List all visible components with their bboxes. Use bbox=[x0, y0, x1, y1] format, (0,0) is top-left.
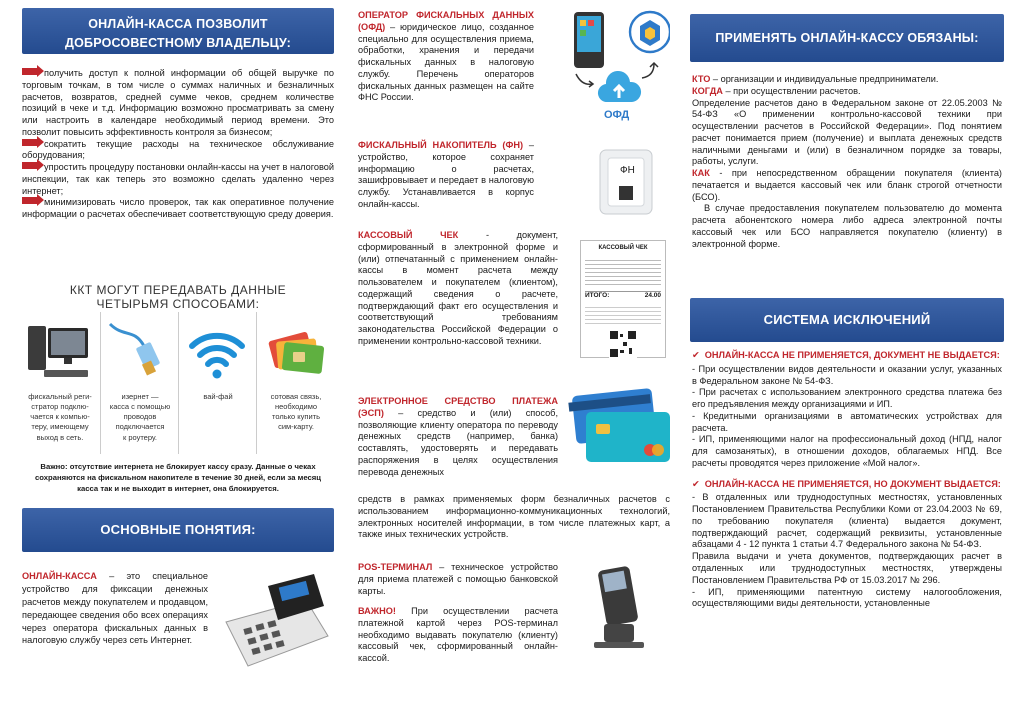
esp-definition: ЭЛЕКТРОННОЕ СРЕДСТВО ПЛАТЕЖА (ЭСП) – средство и (или) способ, позволяющие клиенту оператора по переводу денежных средств (например, банка) составлять, удостоверять и передавать распоряжения в целях осуществления перевода денежных bbox=[358, 396, 558, 477]
ofd-label: ОФД bbox=[604, 109, 630, 121]
arrow-right-icon bbox=[22, 139, 38, 146]
bank-cards-icon bbox=[568, 384, 670, 466]
esp-definition-cont: средств в рамках применяемых форм безналичных расчетов с использованием информационно-коммуникационных технологий, электронных носителей информации, в том числе платежных карт, а также иных технических устройств. bbox=[358, 494, 670, 540]
benefit-item: упростить процедуру постановки онлайн-кассы на учет в налоговой инспекции, так как теперь это возможно сделать удаленно через интернет; bbox=[22, 162, 334, 196]
exception-item: - При осуществлении видов деятельности и оказании услуг, указанных в Федеральном законе № 54-ФЗ. bbox=[692, 363, 1002, 386]
exception-item: - В отдаленных или труднодоступных местностях, установленных Постановлением Правительства Республики Коми от 23.04.2003 № 69, по требованию покупателя (клиента) выдается документ, подтверждающий расчет, содержащий реквизиты, установленные абзацами 4 - 12 пункта 1 статьи 4.7 Федерального закона № 54-ФЗ. bbox=[692, 492, 1002, 550]
exception-item: - При расчетах с использованием электронного средства платежа без его предъявления между организациями и ИП. bbox=[692, 387, 1002, 410]
exception-item: - ИП, применяющими налог на профессиональный доход (НПД, налог для самозанятых), в отношении доходов, облагаемых НПД. Все расчеты проводятся через приложение «Мой налог». bbox=[692, 434, 1002, 468]
pos-definition: POS-ТЕРМИНАЛ – техническое устройство для приема платежей с помощью банковской карты. bbox=[358, 562, 558, 596]
arrow-to-cloud-icon bbox=[574, 72, 596, 90]
ways-title: ККТ МОГУТ ПЕРЕДАВАТЬ ДАННЫЕ ЧЕТЫРЬМЯ СПОСОБАМИ: bbox=[69, 283, 287, 311]
fn-label: ФН bbox=[620, 165, 635, 176]
fn-definition: ФИСКАЛЬНЫЙ НАКОПИТЕЛЬ (ФН) – устройство, которое сохраняет информацию о расчетах, зашифровывает и передает в налоговую службу. Устанавливается в корпус онлайн-кассы. bbox=[358, 140, 534, 209]
receipt-illustration bbox=[580, 240, 666, 358]
channel-label-wifi: вай-фай bbox=[203, 392, 233, 401]
banner-concepts: ОСНОВНЫЕ ПОНЯТИЯ: bbox=[22, 508, 334, 552]
check-icon: ✔ bbox=[692, 350, 700, 360]
arrow-right-icon bbox=[22, 162, 38, 169]
electronic-receipt-text: В случае предоставления покупателем пользователю до момента расчета абонентского номера либо адреса электронной почты кассовый чек или БСО направляется покупателю (клиенту) в электронной форме. bbox=[692, 203, 1002, 249]
receipt-total-row: ИТОГО: 24.00 bbox=[585, 291, 661, 299]
banner-exceptions: СИСТЕМА ИСКЛЮЧЕНИЙ bbox=[690, 298, 1004, 342]
banner-obligated: ПРИМЕНЯТЬ ОНЛАЙН-КАССУ ОБЯЗАНЫ: bbox=[690, 14, 1004, 62]
receipt-title: КАССОВЫЙ ЧЕК bbox=[598, 245, 648, 251]
exception-title-2: ✔ ОНЛАЙН-КАССА НЕ ПРИМЕНЯЕТСЯ, НО ДОКУМЕНТ ВЫДАЕТСЯ: bbox=[692, 478, 1001, 489]
exceptions-list bbox=[692, 350, 1002, 610]
cloud-upload-icon bbox=[594, 70, 644, 108]
benefit-item: получить доступ к полной информации об общей выручке по торговым точкам, в том числе о суммах наличных и безналичных расчетов, возвратов, средней сумме чеков, среднем количестве позиций в чеке и т.д. Информацию возможно просматривать за смену или настроить в календаре необходимый период времени. Это позволит повысить эффективность контроля за бизнесом; bbox=[22, 68, 334, 137]
divider bbox=[256, 312, 257, 454]
receipt-lines bbox=[585, 257, 661, 287]
receipt-detail-lines bbox=[585, 304, 661, 324]
ethernet-cable-icon bbox=[104, 318, 170, 384]
arrow-right-icon bbox=[22, 197, 38, 204]
exception-item: - Кредитными организациями в автоматических устройствах для расчета. bbox=[692, 410, 1002, 433]
note-internet: Важно: отсутствие интернета не блокирует кассу сразу. Данные о чеках сохраняются на фискальном накопителе в течение 30 дней, если за месяц касса так и не выходит в интернет, она блокируется. bbox=[34, 462, 321, 493]
check-icon: ✔ bbox=[692, 478, 700, 489]
sim-card-icon bbox=[265, 322, 331, 384]
qr-code-icon bbox=[609, 330, 637, 358]
ofd-definition: ОПЕРАТОР ФИСКАЛЬНЫХ ДАННЫХ (ОФД) – юридическое лицо, созданное специально для осуществления приема, обработки, хранения и передачи фискальных данных в налоговую службу. Перечень операторов фискальных данных размещен на сайте ФНС России. bbox=[358, 10, 534, 103]
arrow-to-tax-icon bbox=[638, 60, 660, 82]
who-line: КТО – организации и индивидуальные предприниматели. bbox=[692, 74, 939, 84]
benefit-item: минимизировать число проверок, так как оперативное получение информации о расчетах обеспечивает соответствующую среду доверия. bbox=[22, 197, 334, 220]
cash-register-icon bbox=[218, 566, 334, 676]
when-line: КОГДА – при осуществлении расчетов. bbox=[692, 85, 861, 96]
fiscal-storage-device-icon bbox=[594, 144, 658, 220]
column-right bbox=[690, 0, 1004, 724]
channel-label-cellular: сотовая связь, необходимо только купить сим-карту. bbox=[270, 392, 322, 432]
banner-benefits: ОНЛАЙН-КАССА ПОЗВОЛИТ ДОБРОСОВЕСТНОМУ ВЛАДЕЛЬЦУ: bbox=[22, 8, 334, 54]
online-cash-definition: ОНЛАЙН-КАССА – это специальное устройство для фиксации денежных расчетов между покупателем и продавцом, передающее сведения обо всех операциях через оператора фискальных данных в налоговую службу через сеть Интернет. bbox=[22, 571, 208, 646]
divider bbox=[100, 312, 101, 454]
how-line: КАК - при непосредственном обращении покупателя (клиента) печатается и выдается кассовый чек или бланк строгой отчетности (БСО). bbox=[692, 168, 1002, 202]
important-note: ВАЖНО! При осуществлении расчета платежной картой через POS-терминал необходимо выдавать покупателю (клиенту) кассовый чек, сформированный онлайн-кассой. bbox=[358, 606, 558, 664]
arrow-right-icon bbox=[22, 68, 38, 75]
computer-icon bbox=[26, 322, 92, 386]
channel-label-ethernet: изернет — касса с помощью проводов подключается к роутеру. bbox=[109, 392, 171, 442]
pos-terminal-icon bbox=[580, 562, 660, 654]
wifi-icon bbox=[186, 322, 248, 384]
settlement-definition: Определение расчетов дано в Федеральном законе от 22.05.2003 № 54-ФЗ «О применении контрольно-кассовой техники при осуществлении расчетов в Российской Федерации». Под понятием расчет понимается прием (получение) и выплата денежных средств наличными деньгами и (или) в безналичном порядке за товары, работы, услуги. bbox=[692, 97, 1002, 167]
exception-title-1: ✔ ОНЛАЙН-КАССА НЕ ПРИМЕНЯЕТСЯ, ДОКУМЕНТ НЕ ВЫДАЕТСЯ: bbox=[692, 350, 1000, 360]
receipt-definition: КАССОВЫЙ ЧЕК - документ, сформированный в электронной форме и (или) отпечатанный с применением онлайн-кассы в момент расчета между пользователем и покупателем (клиентом), содержащий сведения о расчете, подтверждающий факт его осуществления и соответствующий требованиям законодательства Российской Федерации о применении контрольно-кассовой техники. bbox=[358, 230, 558, 346]
tax-service-emblem-icon bbox=[628, 10, 670, 58]
column-left bbox=[22, 0, 334, 724]
exception-item: Правила выдачи и учета документов, подтверждающих расчет в отдаленных или труднодоступных местностях, утверждены Постановлением Правительства РФ от 15.03.2017 № 296. bbox=[692, 551, 1002, 585]
obligation-text bbox=[692, 74, 1002, 250]
column-middle bbox=[358, 0, 670, 724]
channel-label-computer: фискальный реги- стратор подклю- чается к компью- теру, имеющему выход в сеть. bbox=[28, 392, 92, 442]
exception-item: - ИП, применяющими патентную систему налогообложения, осуществляющими виды деятельности, установленные bbox=[692, 586, 1002, 609]
benefits-list bbox=[22, 68, 334, 221]
benefit-item: сократить текущие расходы на техническое обслуживание оборудования; bbox=[22, 138, 334, 161]
divider bbox=[178, 312, 179, 454]
